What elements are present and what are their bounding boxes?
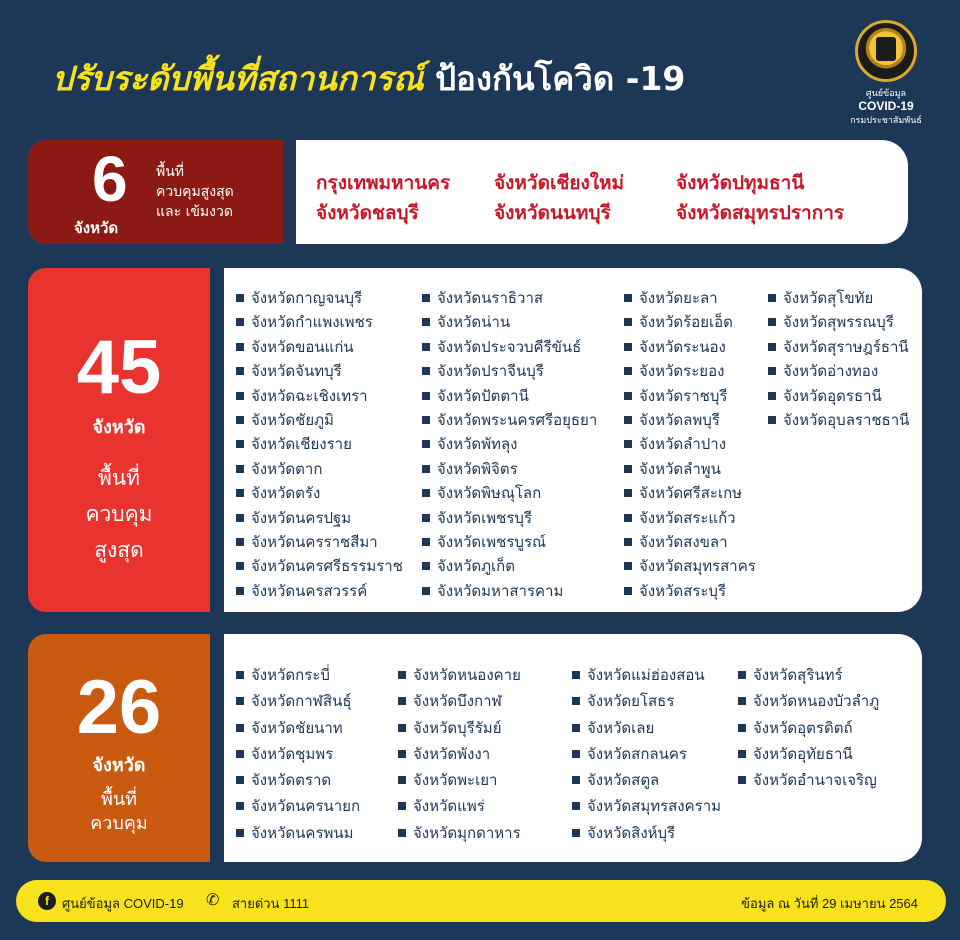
tier2-summary xyxy=(28,268,210,612)
seal-emblem-icon xyxy=(855,20,917,82)
title-highlight: ปรับระดับพื้นที่สถานการณ์ xyxy=(52,59,424,98)
province-item: จังหวัดชัยนาท xyxy=(236,715,360,741)
tier3-summary xyxy=(28,634,210,862)
tier3-desc-line: พื้นที่ xyxy=(100,789,138,810)
logo xyxy=(836,20,936,138)
facebook-icon[interactable]: f xyxy=(38,892,56,910)
data-date: ข้อมูล ณ วันที่ 29 เมษายน 2564 xyxy=(741,896,918,911)
page-title xyxy=(52,52,842,102)
tier2-column xyxy=(624,286,756,603)
province-item: จังหวัดแพร่ xyxy=(398,793,521,819)
province-item: จังหวัดอำนาจเจริญ xyxy=(738,767,879,793)
tier2-province-list xyxy=(224,268,922,612)
province-item: จังหวัดระยอง xyxy=(624,359,756,383)
footer-bar xyxy=(16,880,946,922)
province-item: จังหวัดนครพนม xyxy=(236,820,360,846)
province-item: จังหวัดอุตรดิตถ์ xyxy=(738,715,879,741)
province-item: จังหวัดราชบุรี xyxy=(624,384,756,408)
province-item: จังหวัดอุบลราชธานี xyxy=(768,408,909,432)
tier1-province: จังหวัดนนทบุรี xyxy=(494,202,611,224)
tier3-desc-line: ควบคุม xyxy=(90,813,148,834)
province-item: จังหวัดพัทลุง xyxy=(422,432,597,456)
tier1-province: จังหวัดสมุทรปราการ xyxy=(676,202,845,224)
tier2-column xyxy=(236,286,403,603)
tier2-unit: จังหวัด xyxy=(92,417,146,438)
province-item: จังหวัดบุรีรัมย์ xyxy=(398,715,521,741)
province-item: จังหวัดจันทบุรี xyxy=(236,359,403,383)
tier1-desc-line: และ เข้มงวด xyxy=(156,204,233,220)
province-item: จังหวัดสุราษฎร์ธานี xyxy=(768,335,909,359)
tier1-summary xyxy=(28,140,283,244)
province-item: จังหวัดสุรินทร์ xyxy=(738,662,879,688)
tier1-province: จังหวัดปทุมธานี xyxy=(676,172,805,194)
province-item: จังหวัดสระบุรี xyxy=(624,579,756,603)
province-item: จังหวัดกาฬสินธุ์ xyxy=(236,688,360,714)
province-item: จังหวัดนครสวรรค์ xyxy=(236,579,403,603)
province-item: จังหวัดสิงห์บุรี xyxy=(572,820,721,846)
province-item: จังหวัดนครปฐม xyxy=(236,506,403,530)
tier2-description xyxy=(28,460,210,568)
tier1-count: 6 xyxy=(92,143,128,215)
tier1-description xyxy=(156,162,234,222)
tier2-desc-line: พื้นที่ xyxy=(97,466,141,490)
province-item: จังหวัดพิจิตร xyxy=(422,457,597,481)
province-item: จังหวัดตาก xyxy=(236,457,403,481)
province-item: จังหวัดพะเยา xyxy=(398,767,521,793)
province-item: จังหวัดชุมพร xyxy=(236,741,360,767)
province-item: จังหวัดนครศรีธรรมราช xyxy=(236,554,403,578)
tier1-desc-line: ควบคุมสูงสุด xyxy=(156,184,234,200)
tier1-province-list xyxy=(296,140,908,244)
tier3-column xyxy=(236,662,360,846)
province-item: จังหวัดสุโขทัย xyxy=(768,286,909,310)
province-item: จังหวัดพิษณุโลก xyxy=(422,481,597,505)
province-item: จังหวัดนราธิวาส xyxy=(422,286,597,310)
province-item: จังหวัดร้อยเอ็ด xyxy=(624,310,756,334)
facebook-page-label[interactable]: ศูนย์ข้อมูล COVID-19 xyxy=(62,896,184,911)
tier3-province-list xyxy=(224,634,922,862)
province-item: จังหวัดสตูล xyxy=(572,767,721,793)
logo-line2: COVID-19 xyxy=(858,99,914,113)
tier1-province: จังหวัดเชียงใหม่ xyxy=(494,172,625,194)
province-item: จังหวัดเชียงราย xyxy=(236,432,403,456)
province-item: จังหวัดเพชรบูรณ์ xyxy=(422,530,597,554)
province-item: จังหวัดสมุทรสาคร xyxy=(624,554,756,578)
title-rest: ป้องกันโควิด -19 xyxy=(435,59,686,98)
province-item: จังหวัดเลย xyxy=(572,715,721,741)
tier3-count: 26 xyxy=(76,665,162,750)
province-item: จังหวัดยโสธร xyxy=(572,688,721,714)
province-item: จังหวัดลำพูน xyxy=(624,457,756,481)
province-item: จังหวัดพังงา xyxy=(398,741,521,767)
tier3-unit: จังหวัด xyxy=(92,755,146,776)
province-item: จังหวัดตรัง xyxy=(236,481,403,505)
province-item: จังหวัดสุพรรณบุรี xyxy=(768,310,909,334)
province-item: จังหวัดยะลา xyxy=(624,286,756,310)
province-item: จังหวัดกระบี่ xyxy=(236,662,360,688)
province-item: จังหวัดปราจีนบุรี xyxy=(422,359,597,383)
hotline-label: สายด่วน 1111 xyxy=(232,896,310,911)
province-item: จังหวัดนครนายก xyxy=(236,793,360,819)
tier2-column xyxy=(768,286,909,432)
tier1-unit: จังหวัด xyxy=(74,219,119,237)
province-item: จังหวัดขอนแก่น xyxy=(236,335,403,359)
province-item: จังหวัดภูเก็ต xyxy=(422,554,597,578)
tier1-desc-line: พื้นที่ xyxy=(156,164,185,180)
province-item: จังหวัดสงขลา xyxy=(624,530,756,554)
province-item: จังหวัดตราด xyxy=(236,767,360,793)
province-item: จังหวัดอ่างทอง xyxy=(768,359,909,383)
province-item: จังหวัดระนอง xyxy=(624,335,756,359)
province-item: จังหวัดกาญจนบุรี xyxy=(236,286,403,310)
tier3-column xyxy=(572,662,721,846)
tier3-column xyxy=(738,662,879,793)
tier2-column xyxy=(422,286,597,603)
tier2-desc-line: ควบคุม xyxy=(85,502,153,526)
province-item: จังหวัดกำแพงเพชร xyxy=(236,310,403,334)
province-item: จังหวัดลพบุรี xyxy=(624,408,756,432)
tier1-province: จังหวัดชลบุรี xyxy=(316,202,419,224)
province-item: จังหวัดหนองบัวลำภู xyxy=(738,688,879,714)
province-item: จังหวัดมหาสารคาม xyxy=(422,579,597,603)
tier3-description xyxy=(28,788,210,836)
province-item: จังหวัดบึงกาฬ xyxy=(398,688,521,714)
province-item: จังหวัดศรีสะเกษ xyxy=(624,481,756,505)
logo-line1: ศูนย์ข้อมูล xyxy=(865,88,907,98)
province-item: จังหวัดนครราชสีมา xyxy=(236,530,403,554)
tier2-desc-line: สูงสุด xyxy=(94,538,144,562)
province-item: จังหวัดสระแก้ว xyxy=(624,506,756,530)
province-item: จังหวัดน่าน xyxy=(422,310,597,334)
province-item: จังหวัดสกลนคร xyxy=(572,741,721,767)
province-item: จังหวัดพระนครศรีอยุธยา xyxy=(422,408,597,432)
province-item: จังหวัดปัตตานี xyxy=(422,384,597,408)
province-item: จังหวัดอุทัยธานี xyxy=(738,741,879,767)
province-item: จังหวัดหนองคาย xyxy=(398,662,521,688)
province-item: จังหวัดประจวบคีรีขันธ์ xyxy=(422,335,597,359)
province-item: จังหวัดชัยภูมิ xyxy=(236,408,403,432)
province-item: จังหวัดสมุทรสงคราม xyxy=(572,793,721,819)
province-item: จังหวัดฉะเชิงเทรา xyxy=(236,384,403,408)
tier2-count: 45 xyxy=(76,325,162,410)
tier3-column xyxy=(398,662,521,846)
logo-line3: กรมประชาสัมพันธ์ xyxy=(850,115,922,125)
phone-icon: ✆ xyxy=(206,892,220,909)
province-item: จังหวัดมุกดาหาร xyxy=(398,820,521,846)
province-item: จังหวัดเพชรบุรี xyxy=(422,506,597,530)
province-item: จังหวัดอุดรธานี xyxy=(768,384,909,408)
province-item: จังหวัดแม่ฮ่องสอน xyxy=(572,662,721,688)
province-item: จังหวัดลำปาง xyxy=(624,432,756,456)
tier1-province: กรุงเทพมหานคร xyxy=(316,172,451,194)
